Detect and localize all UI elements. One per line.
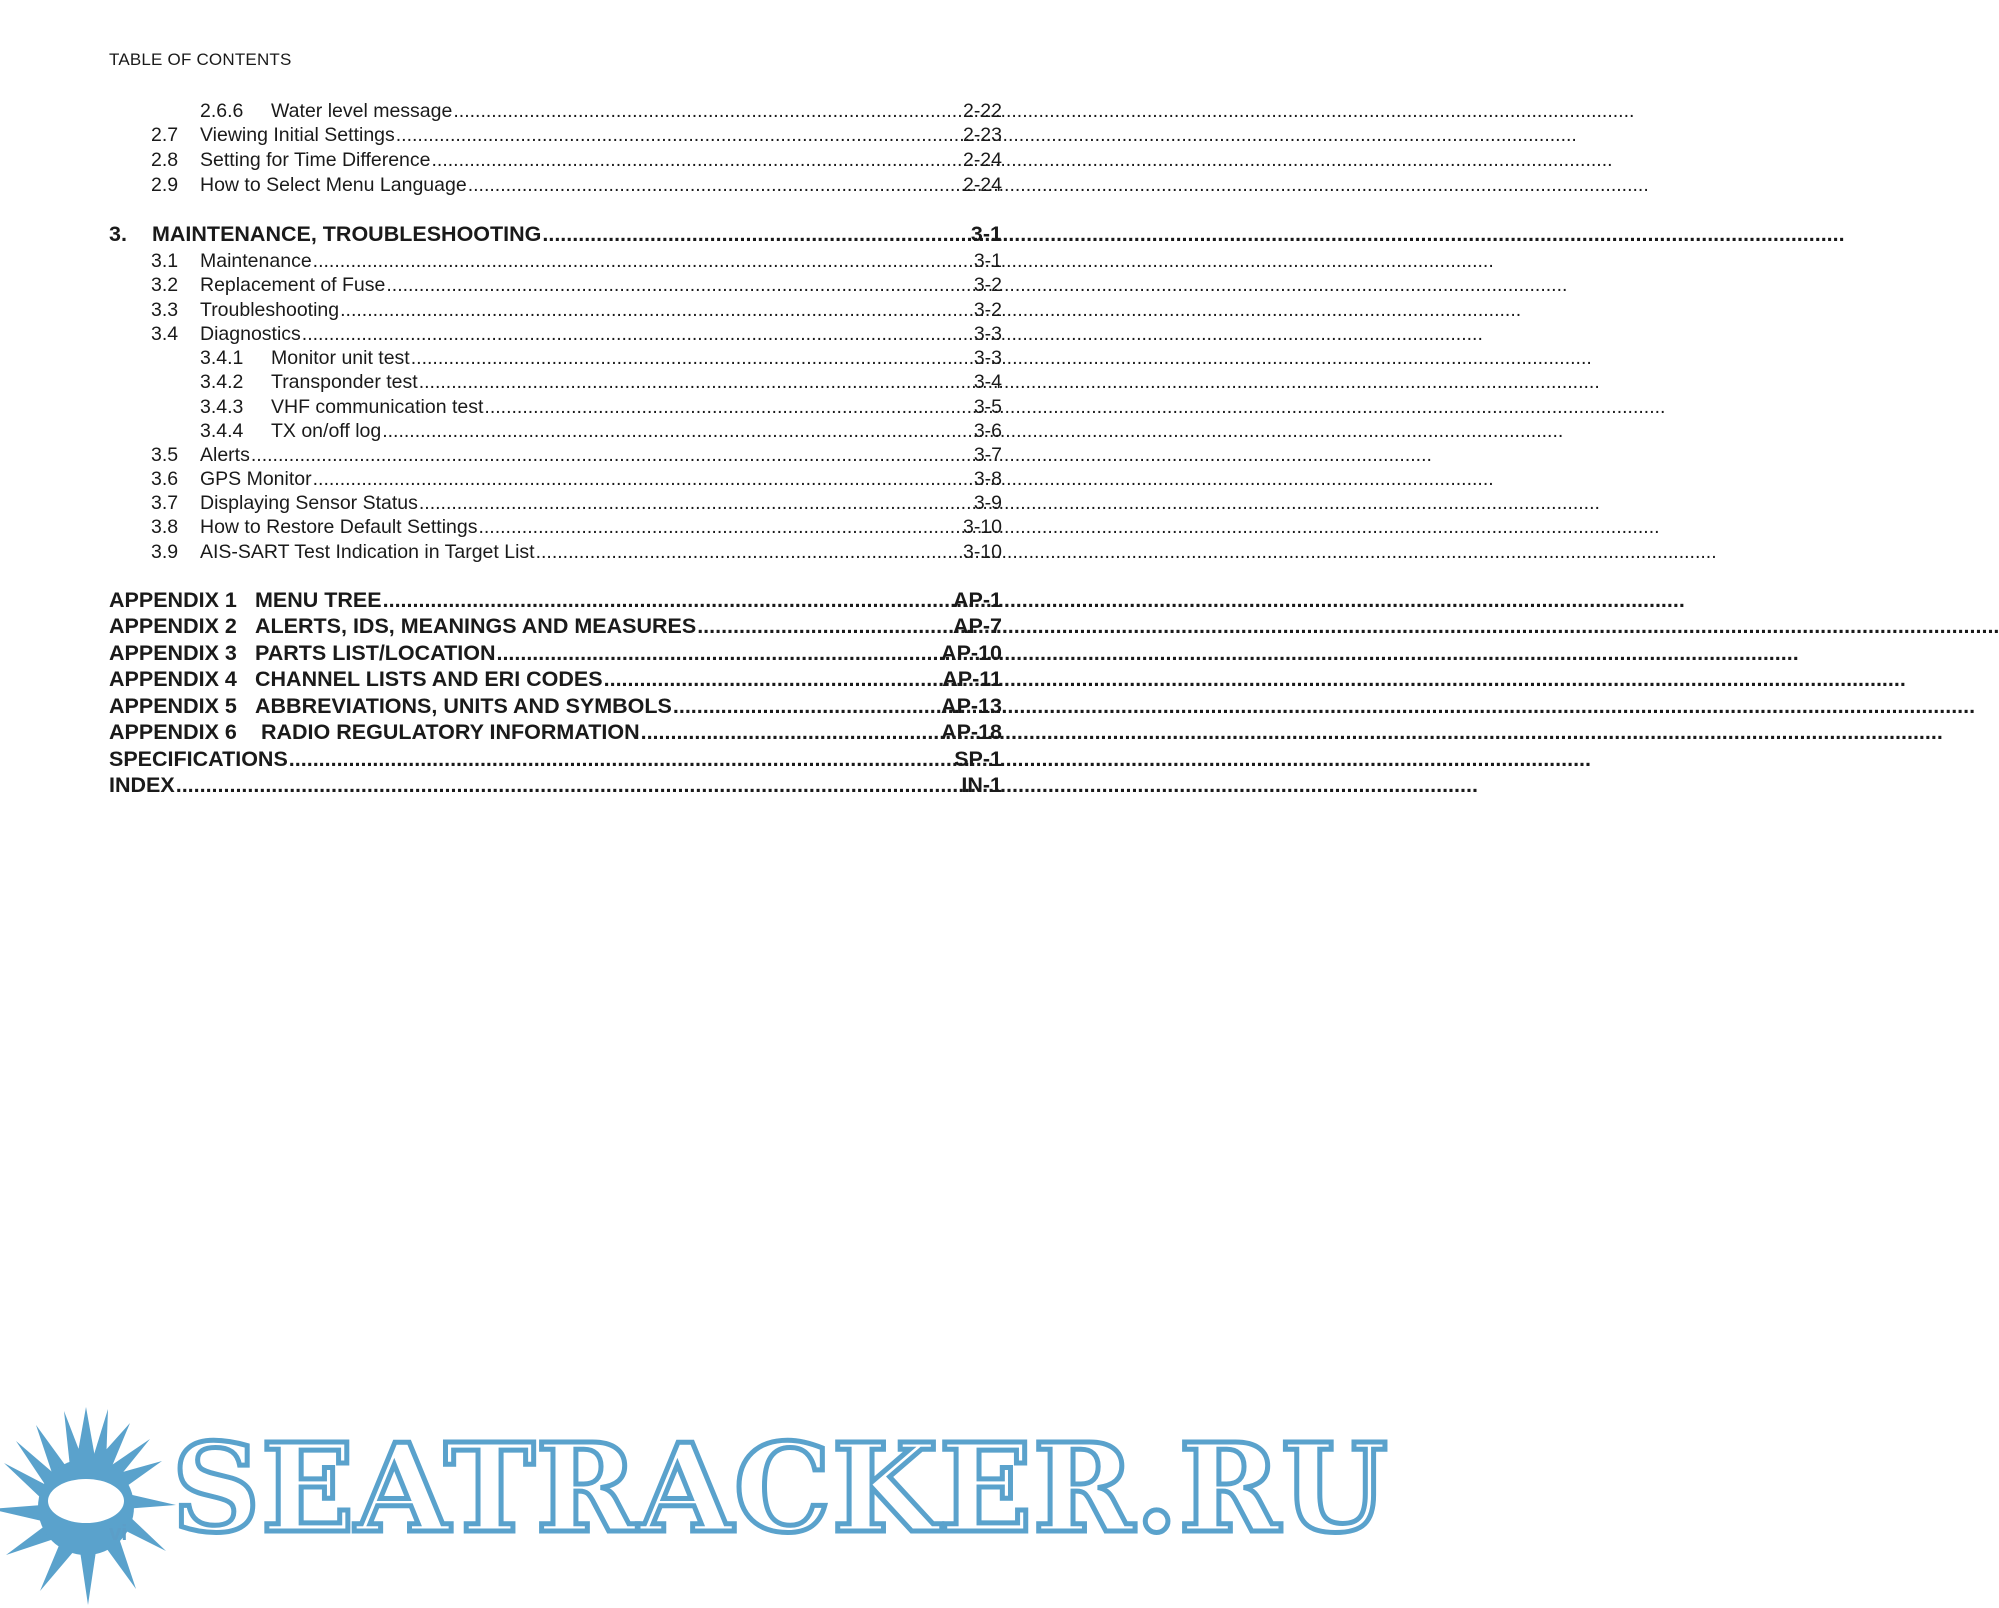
toc-entry-title: VHF communication test (271, 396, 484, 418)
toc-entry-page: 3-2 (973, 299, 1002, 321)
toc-entry-3-8[interactable] (151, 516, 1002, 540)
toc-appendix-number: APPENDIX 5 (109, 694, 237, 718)
dot-leader (536, 541, 962, 564)
toc-chapter-number: 3. (109, 222, 127, 246)
toc-entry-number: 3.4 (151, 323, 179, 345)
toc-entry-number: 2.6.6 (200, 100, 244, 122)
toc-entry-3-4-2[interactable] (200, 371, 1002, 395)
toc-appendix-page: AP-7 (953, 614, 1002, 638)
toc-specifications-title: SPECIFICATIONS (109, 747, 288, 771)
toc-appendix-number: APPENDIX 4 (109, 667, 237, 691)
toc-entry-number: 3.8 (151, 516, 179, 538)
toc-entry-page: 3-4 (973, 371, 1002, 393)
toc-entry-page: 2-24 (962, 149, 1002, 171)
toc-entry-title: Water level message (271, 100, 453, 122)
toc-specifications-page: SP-1 (954, 747, 1002, 771)
toc-entry-number: 3.4.2 (200, 371, 244, 393)
toc-entry-page: 3-1 (973, 250, 1002, 272)
toc-appendix-title: ALERTS, IDS, MEANINGS AND MEASURES (255, 614, 697, 638)
dot-leader (542, 222, 970, 247)
toc-entry-2-6-6[interactable] (200, 100, 1002, 124)
toc-entry-title: Alerts (200, 444, 250, 466)
toc-entry-page: 3-9 (973, 492, 1002, 514)
dot-leader (453, 100, 962, 123)
toc-entry-3-6[interactable] (151, 468, 1002, 492)
toc-appendix-number: APPENDIX 2 (109, 614, 237, 638)
toc-entry-3-1[interactable] (151, 250, 1002, 274)
toc-entry-title: Displaying Sensor Status (200, 492, 418, 514)
toc-entry-page: 3-7 (973, 444, 1002, 466)
toc-entry-title: AIS-SART Test Indication in Target List (200, 541, 535, 563)
toc-entry-title: Monitor unit test (271, 347, 410, 369)
page-footer (0, 1405, 1389, 1608)
dot-leader (419, 371, 973, 394)
dot-leader (484, 396, 972, 419)
toc-appendix-title: CHANNEL LISTS AND ERI CODES (255, 667, 603, 691)
toc-appendix-title: RADIO REGULATORY INFORMATION (255, 720, 640, 744)
toc-entry-title: Setting for Time Difference (200, 149, 431, 171)
dot-leader (302, 323, 973, 346)
dot-leader (641, 720, 940, 745)
dot-leader (386, 274, 972, 297)
toc-appendix-page: AP-13 (941, 694, 1002, 718)
page-number: vi (109, 1520, 128, 1545)
toc-entry-number: 3.5 (151, 444, 179, 466)
toc-entry-page: 3-10 (962, 516, 1002, 538)
toc-entry-number: 2.7 (151, 124, 179, 146)
toc-appendix-6[interactable] (109, 720, 1002, 746)
dot-leader (382, 420, 973, 443)
toc-entry-title: How to Select Menu Language (200, 174, 467, 196)
dot-leader (673, 694, 940, 719)
toc-appendix-number: APPENDIX 6 (109, 720, 237, 744)
toc-entry-title: Replacement of Fuse (200, 274, 386, 296)
toc-entry-number: 3.6 (151, 468, 179, 490)
toc-entry-3-3[interactable] (151, 299, 1002, 323)
toc-entry-number: 3.1 (151, 250, 179, 272)
toc-entry-3-2[interactable] (151, 274, 1002, 298)
toc-appendix-5[interactable] (109, 694, 1002, 720)
dot-leader (697, 614, 952, 639)
toc-entry-2-8[interactable] (151, 149, 1002, 173)
toc-entry-number: 3.2 (151, 274, 179, 296)
toc-entry-page: 3-5 (973, 396, 1002, 418)
dot-leader (496, 641, 940, 666)
dot-leader (419, 492, 973, 515)
toc-entry-page: 3-3 (973, 323, 1002, 345)
toc-appendix-page: AP-11 (942, 667, 1002, 691)
toc-appendix-title: MENU TREE (255, 588, 382, 612)
toc-appendix-page: AP-18 (941, 720, 1002, 744)
toc-chapter-page: 3-1 (970, 222, 1002, 246)
toc-appendix-number: APPENDIX 1 (109, 588, 237, 612)
toc-specifications[interactable] (109, 747, 1002, 773)
dot-leader (604, 667, 942, 692)
toc-entry-2-9[interactable] (151, 174, 1002, 198)
toc-entry-page: 2-22 (962, 100, 1002, 122)
toc-chapter-3[interactable] (109, 222, 1002, 248)
dot-leader (396, 124, 962, 147)
toc-entry-number: 2.9 (151, 174, 179, 196)
toc-entry-3-4[interactable] (151, 323, 1002, 347)
toc-entry-number: 3.4.4 (200, 420, 244, 442)
toc-entry-number: 2.8 (151, 149, 179, 171)
toc-entry-title: TX on/off log (271, 420, 382, 442)
dot-leader (251, 444, 973, 467)
toc-entry-page: 2-24 (962, 174, 1002, 196)
toc-entry-number: 3.4.1 (200, 347, 244, 369)
toc-entry-title: GPS Monitor (200, 468, 312, 490)
dot-leader (176, 773, 961, 798)
toc-appendix-page: AP-1 (953, 588, 1002, 612)
toc-entry-page: 3-10 (962, 541, 1002, 563)
toc-entry-page: 2-23 (962, 124, 1002, 146)
toc-entry-3-7[interactable] (151, 492, 1002, 516)
toc-entry-2-7[interactable] (151, 124, 1002, 148)
toc-entry-title: Maintenance (200, 250, 312, 272)
toc-appendix-title: ABBREVIATIONS, UNITS AND SYMBOLS (255, 694, 672, 718)
sun-logo-icon (0, 1405, 180, 1608)
toc-entry-page: 3-6 (973, 420, 1002, 442)
dot-leader (432, 149, 962, 172)
toc-entry-page: 3-8 (973, 468, 1002, 490)
toc-chapter-title: MAINTENANCE, TROUBLESHOOTING (152, 222, 542, 246)
toc-entry-title: Viewing Initial Settings (200, 124, 395, 146)
toc-entry-3-4-3[interactable] (200, 396, 1002, 420)
toc-appendix-title: PARTS LIST/LOCATION (255, 641, 496, 665)
watermark-text: SEATRACKER.RU (172, 1416, 1389, 1560)
dot-leader (313, 468, 973, 491)
toc-appendix-number: APPENDIX 3 (109, 641, 237, 665)
toc-entry-title: Troubleshooting (200, 299, 340, 321)
toc-entry-number: 3.3 (151, 299, 179, 321)
toc-index-title: INDEX (109, 773, 175, 797)
toc-entry-page: 3-2 (973, 274, 1002, 296)
toc-entry-title: Diagnostics (200, 323, 301, 345)
toc-index-page: IN-1 (961, 773, 1002, 797)
toc-entry-3-9[interactable] (151, 541, 1002, 565)
toc-entry-title: Transponder test (271, 371, 418, 393)
toc-entry-title: How to Restore Default Settings (200, 516, 478, 538)
toc-index[interactable] (109, 773, 1002, 799)
dot-leader (340, 299, 973, 322)
toc-entry-3-5[interactable] (151, 444, 1002, 468)
page-header: TABLE OF CONTENTS (109, 50, 292, 69)
toc-appendix-3[interactable] (109, 641, 1002, 667)
toc-entry-page: 3-3 (973, 347, 1002, 369)
toc-appendix-page: AP-10 (941, 641, 1002, 665)
toc-entry-number: 3.4.3 (200, 396, 244, 418)
toc-appendix-4[interactable] (109, 667, 1002, 693)
dot-leader (383, 588, 952, 613)
toc-entry-number: 3.9 (151, 541, 179, 563)
toc-appendix-2[interactable] (109, 614, 1002, 640)
dot-leader (313, 250, 973, 273)
toc-entry-3-4-1[interactable] (200, 347, 1002, 371)
dot-leader (478, 516, 962, 539)
dot-leader (289, 747, 953, 772)
dot-leader (411, 347, 973, 370)
toc-entry-number: 3.7 (151, 492, 179, 514)
dot-leader (468, 174, 962, 197)
toc-entry-3-4-4[interactable] (200, 420, 1002, 444)
toc-appendix-1[interactable] (109, 588, 1002, 614)
